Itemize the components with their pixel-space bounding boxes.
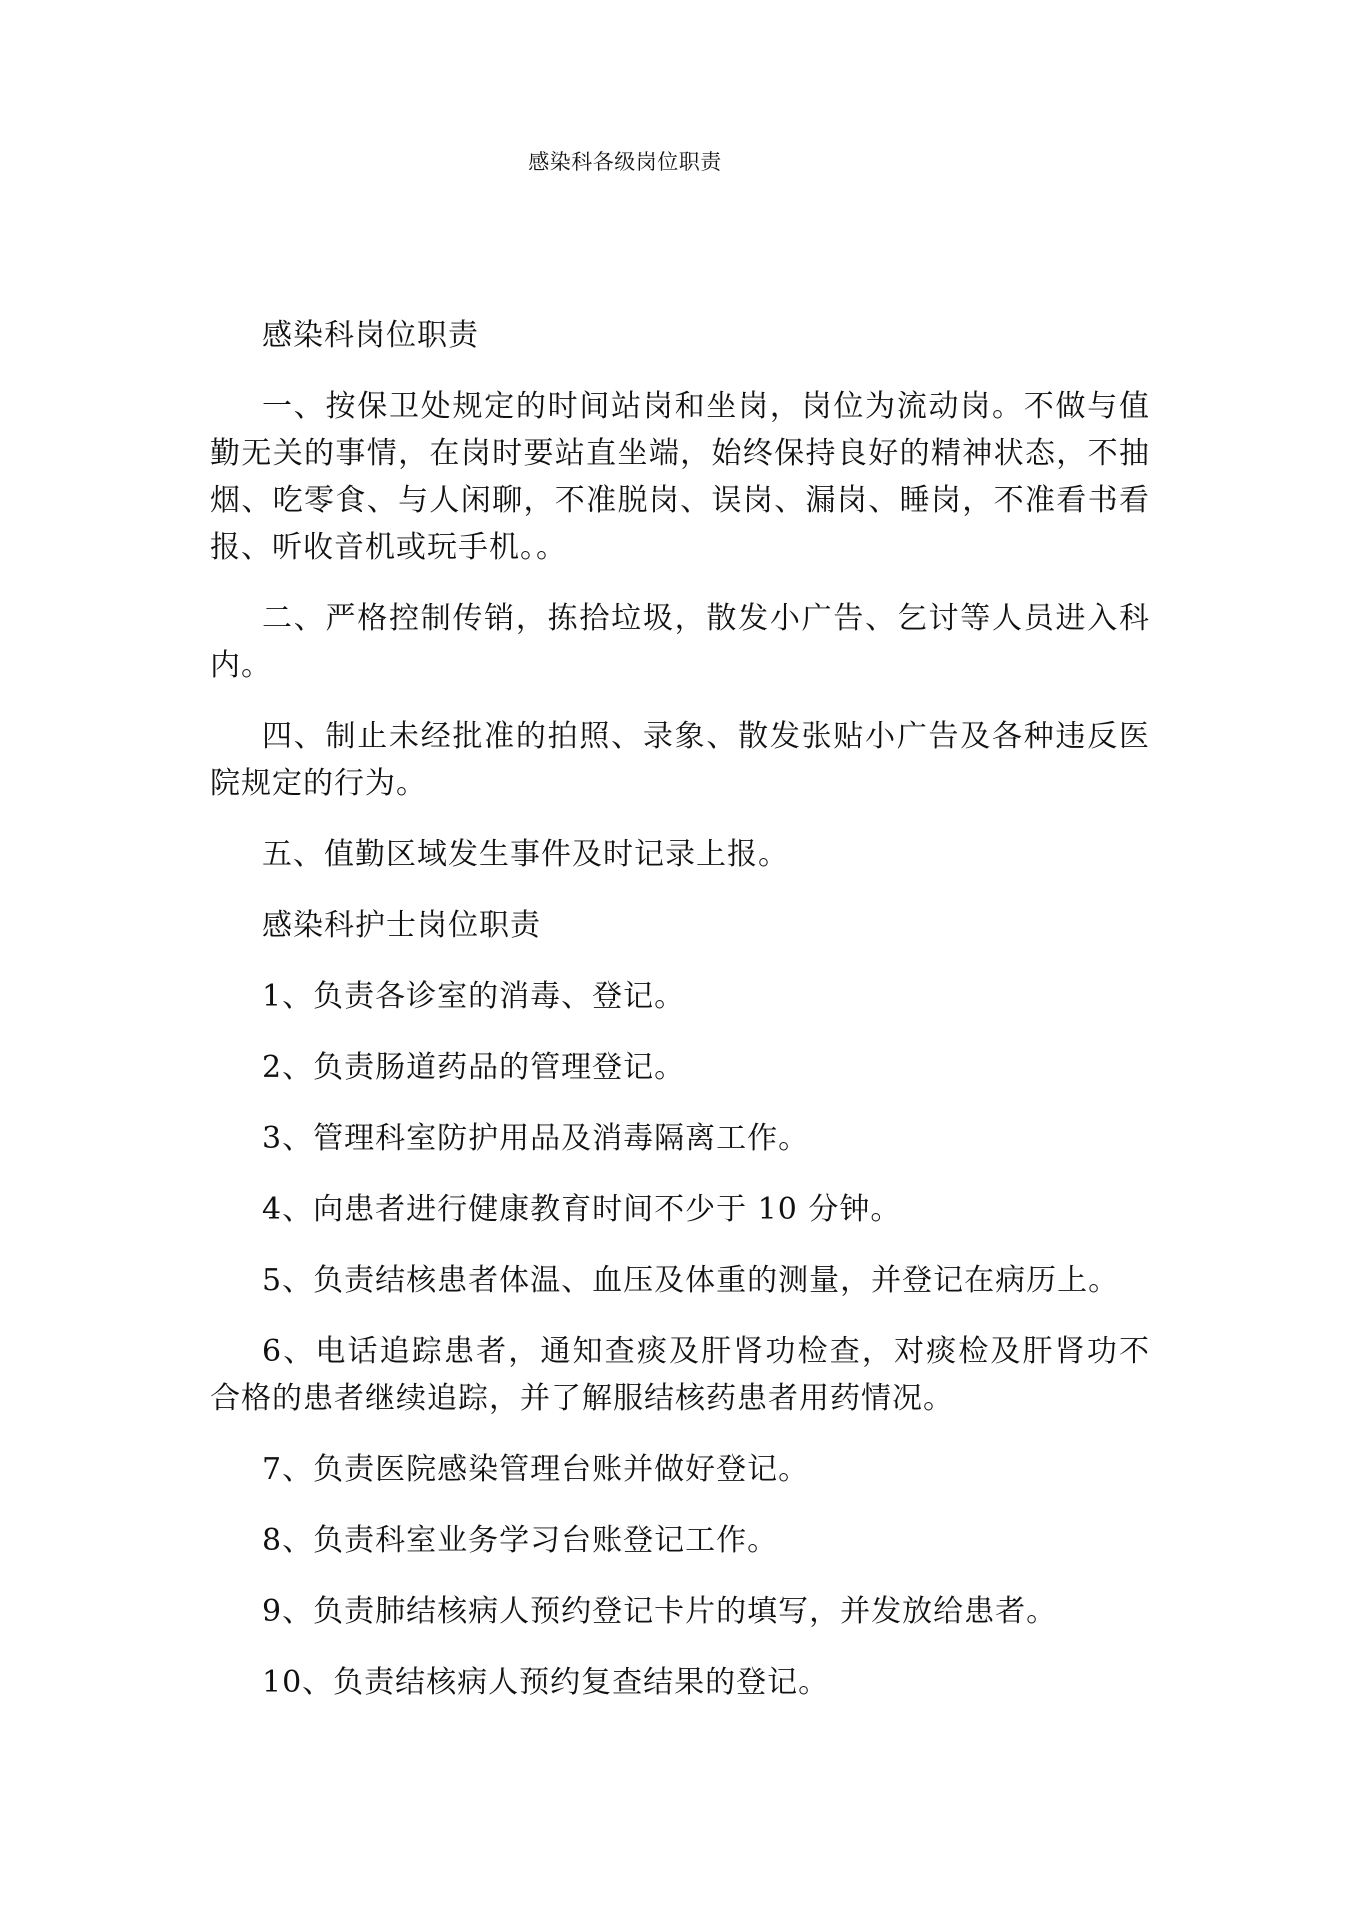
nurse-duty-item: 9、负责肺结核病人预约登记卡片的填写，并发放给患者。 [262,1594,1058,1629]
nurse-duty-item: 5、负责结核患者体温、血压及体重的测量，并登记在病历上。 [262,1263,1120,1298]
section-heading-nurse: 感染科护士岗位职责 [262,908,541,943]
nurse-duty-item: 7、负责医院感染管理台账并做好登记。 [262,1452,810,1487]
nurse-duty-item: 10、负责结核病人预约复查结果的登记。 [262,1665,830,1700]
duty-paragraph: 四、制止未经批准的拍照、录象、散发张贴小广告及各种违反医院规定的行为。 [210,719,1150,801]
nurse-duty-item: 4、向患者进行健康教育时间不少于 10 分钟。 [262,1192,902,1227]
duty-paragraph: 一、按保卫处规定的时间站岗和坐岗，岗位为流动岗。不做与值勤无关的事情，在岗时要站直坐端，始终保持良好的精神状态，不抽烟、吃零食、与人闲聊，不准脱岗、误岗、漏岗、睡岗，不准看书看报、听收音机或玩手机。。 [210,389,1150,565]
nurse-duty-item: 6、电话追踪患者，通知查痰及肝肾功检查，对痰检及肝肾功不合格的患者继续追踪，并了解服结核药患者用药情况。 [210,1334,1150,1416]
nurse-duty-item: 3、管理科室防护用品及消毒隔离工作。 [262,1121,810,1156]
duty-paragraph: 五、值勤区域发生事件及时记录上报。 [262,837,789,872]
nurse-duty-item: 2、负责肠道药品的管理登记。 [262,1050,686,1085]
duty-paragraph: 二、严格控制传销，拣拾垃圾，散发小广告、乞讨等人员进入科内。 [210,601,1150,683]
nurse-duty-item: 8、负责科室业务学习台账登记工作。 [262,1523,779,1558]
nurse-duty-item: 1、负责各诊室的消毒、登记。 [262,979,686,1014]
document-body [210,312,1150,1730]
document-title: 感染科各级岗位职责 [528,150,722,174]
section-heading-department: 感染科岗位职责 [262,318,479,353]
